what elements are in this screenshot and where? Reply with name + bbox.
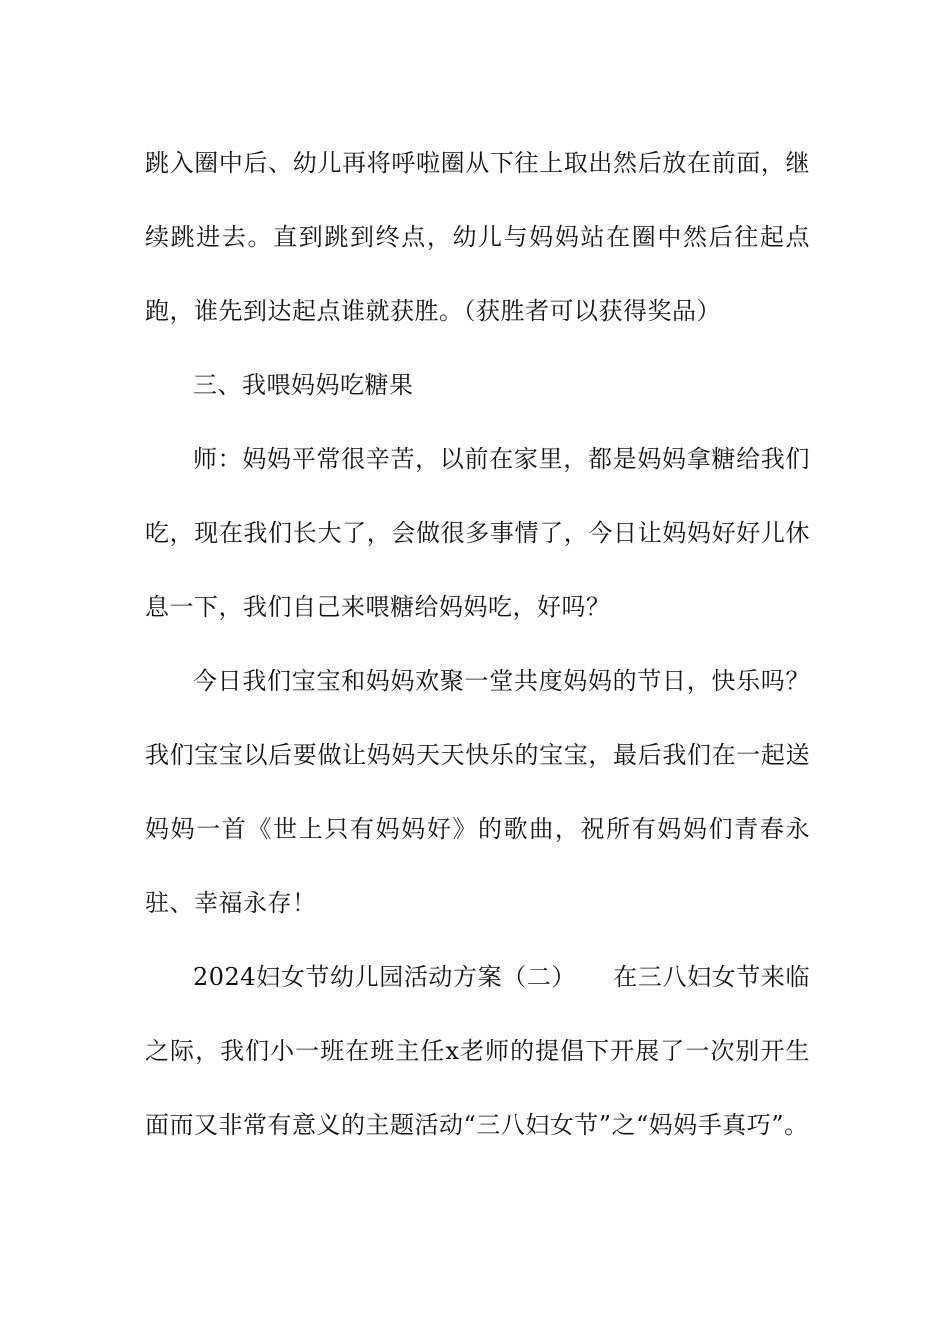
paragraph-teacher-speech: 师：妈妈平常很辛苦，以前在家里，都是妈妈拿糖给我们吃，现在我们长大了，会做很多事情了，今日让妈妈好好儿休息一下，我们自己来喂糖给妈妈吃，好吗？ — [145, 445, 810, 621]
body-text — [145, 126, 810, 1162]
paragraph-closing: 今日我们宝宝和妈妈欢聚一堂共度妈妈的节日，快乐吗？我们宝宝以后要做让妈妈天天快乐的宝宝，最后我们在一起送妈妈一首《世上只有妈妈好》的歌曲，祝所有妈妈们青春永驻、幸福永存！ — [145, 667, 810, 917]
section-heading: 三、我喂妈妈吃糖果 — [193, 371, 414, 399]
paragraph-continuation: 跳入圈中后、幼儿再将呼啦圈从下往上取出然后放在前面，继续跳进去。直到跳到终点，幼儿与妈妈站在圈中然后往起点跑，谁先到达起点谁就获胜。（获胜者可以获得奖品） — [145, 149, 810, 325]
paragraph-plan-two: 2024妇女节幼儿园活动方案（二） 在三八妇女节来临之际，我们小一班在班主任x老师的提倡下开展了一次别开生面而又非常有意义的主题活动“三八妇女节”之“妈妈手真巧”。 — [145, 963, 810, 1139]
